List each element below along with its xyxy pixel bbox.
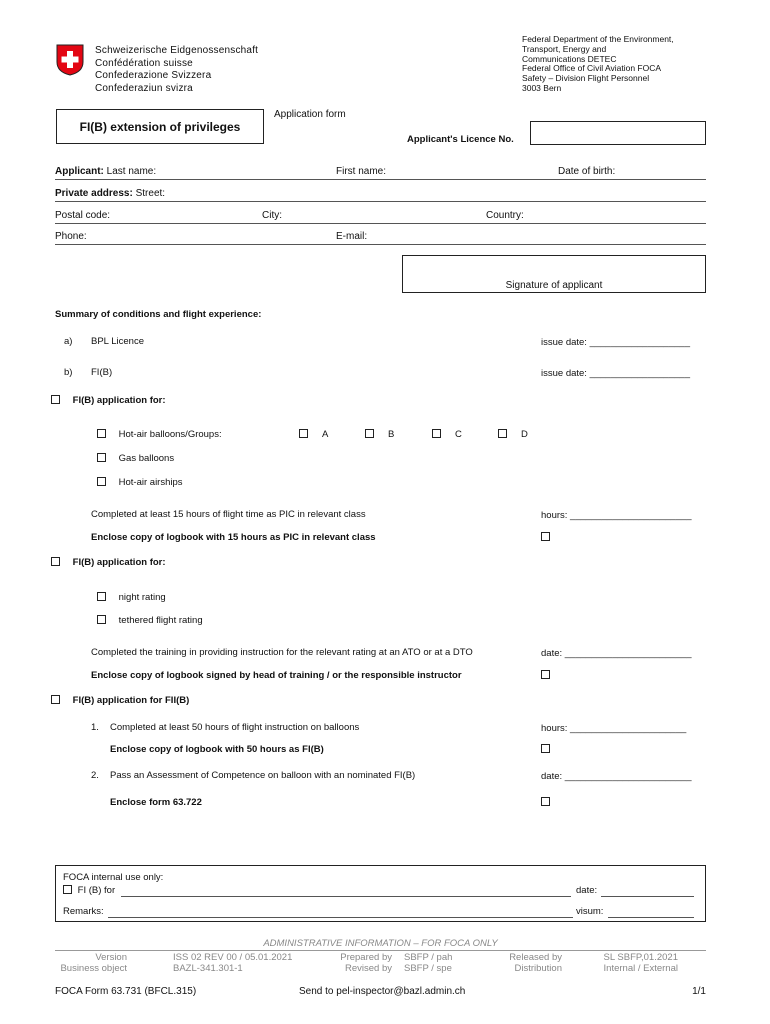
pic-hours-field[interactable]: hours: _______________________ [541,510,692,521]
night-rating-label: night rating [118,592,166,603]
dept-line: Communications DETEC [522,53,617,64]
group-d-checkbox[interactable] [498,429,507,438]
foca-internal-box [55,865,706,922]
gas-balloons-row [97,453,174,464]
released-by-label: Released by [509,952,562,963]
date-of-birth-label: Date of birth: [558,166,616,177]
form-title: FI(B) extension of privileges [56,109,264,144]
prepared-by-label: Prepared by [340,952,392,963]
night-rating-checkbox[interactable] [97,592,106,601]
licence-label: Applicant's Licence No. [407,134,514,145]
tethered-label: tethered flight rating [118,615,203,626]
training-enclose-checkbox[interactable] [541,670,550,679]
form-number: FOCA Form 63.731 (BFCL.315) [55,986,197,997]
confed-line: Confederaziun svizra [95,82,193,94]
business-object-label: Business object [60,963,127,974]
visum-label: visum: [576,906,604,917]
section1-checkbox[interactable] [51,395,60,404]
dept-line: Safety – Division Flight Personnel [522,73,650,84]
tethered-checkbox[interactable] [97,615,106,624]
section3-header [51,695,189,706]
city-label: City: [262,210,282,221]
revised-by-value: SBFP / spe [404,963,452,974]
confed-line: Confédération suisse [95,57,193,69]
business-object-value: BAZL-341.301-1 [173,963,243,974]
application-form-label: Application form [274,109,346,120]
distribution-label: Distribution [514,963,562,974]
pic-enclose-checkbox[interactable] [541,532,550,541]
fii-enclose2-check [541,797,550,808]
country-label: Country: [486,210,524,221]
confed-line: Schweizerische Eidgenossenschaft [95,45,259,56]
fii-item2-text: Pass an Assessment of Competence on balloon with an nominated FI(B) [110,770,416,781]
page-number: 1/1 [692,986,706,997]
pic-hours-text: Completed at least 15 hours of flight time as PIC in relevant class [91,509,366,520]
fib-issue-date: issue date: ___________________ [541,368,690,379]
fii-hours-field[interactable]: hours: ______________________ [541,723,687,734]
bpl-licence-label: BPL Licence [91,336,144,347]
group-b-checkbox[interactable] [365,429,374,438]
hot-air-checkbox[interactable] [97,429,106,438]
foca-internal-title: FOCA internal use only: [63,872,164,883]
section3-title: FI(B) application for FII(B) [72,695,190,706]
last-name-label: Last name: [106,166,157,177]
section1-header [51,395,166,406]
fii-item1-text: Completed at least 50 hours of flight instruction on balloons [110,722,360,733]
postal-code-label: Postal code: [55,210,111,221]
version-value: ISS 02 REV 00 / 05.01.2021 [173,952,293,963]
fii-item2-number: 2. [91,770,99,781]
night-rating-row [97,592,166,603]
training-enclose-check [541,670,550,681]
fii-enclose2-text: Enclose form 63.722 [110,797,202,808]
gas-balloons-checkbox[interactable] [97,453,106,462]
postal-row [55,210,706,224]
section2-checkbox[interactable] [51,557,60,566]
confederation-names [95,45,258,95]
foca-date-line[interactable] [601,886,694,897]
visum-line[interactable] [608,907,694,918]
section1-title: FI(B) application for: [72,395,166,406]
applicant-name-row [55,166,706,180]
group-c [432,429,462,440]
airships-checkbox[interactable] [97,477,106,486]
summary-title: Summary of conditions and flight experience: [55,309,262,320]
swiss-logo [55,44,85,76]
section2-header [51,557,166,568]
admin-divider [55,950,706,951]
group-b [365,429,394,440]
private-address-label: Private address: [55,188,133,199]
fi-for-row [63,885,115,896]
confed-line: Confederazione Svizzera [95,70,212,81]
contact-row [55,231,706,245]
revised-by-label: Revised by [345,963,392,974]
group-a-label: A [322,429,329,440]
fii-enclose1-text: Enclose copy of logbook with 50 hours as FI(B) [110,744,324,755]
send-to-address: Send to pel-inspector@bazl.admin.ch [299,986,466,997]
released-by-value: SL SBFP,01.2021 [603,952,678,963]
dept-line: Transport, Energy and [522,43,607,54]
street-label: Street: [135,188,166,199]
group-b-label: B [388,429,395,440]
applicant-label: Applicant: [55,166,104,177]
group-a [299,429,328,440]
fii-date-field[interactable]: date: ________________________ [541,771,692,782]
dept-line: Federal Office of Civil Aviation FOCA [522,63,662,74]
section2-title: FI(B) application for: [72,557,166,568]
fi-for-line[interactable] [121,886,571,897]
department-block [522,35,674,94]
prepared-by-value: SBFP / pah [404,952,453,963]
group-c-label: C [455,429,462,440]
item-b-letter: b) [64,367,73,378]
fi-for-checkbox[interactable] [63,885,72,894]
fii-enclose2-checkbox[interactable] [541,797,550,806]
licence-number-field[interactable] [530,121,706,145]
distribution-value: Internal / External [603,963,678,974]
group-d-label: D [521,429,528,440]
version-label: Version [95,952,127,963]
bpl-issue-date: issue date: ___________________ [541,337,690,348]
remarks-label: Remarks: [63,906,104,917]
training-enclose-text: Enclose copy of logbook signed by head of training / or the responsible instructor [91,670,462,681]
admin-info-title: ADMINISTRATIVE INFORMATION – FOR FOCA ONLY [263,938,498,949]
remarks-line[interactable] [108,907,573,918]
dept-line: 3003 Bern [522,82,562,93]
section3-checkbox[interactable] [51,695,60,704]
airships-row [97,477,183,488]
group-c-checkbox[interactable] [432,429,441,438]
group-d [498,429,528,440]
fii-enclose1-checkbox[interactable] [541,744,550,753]
pic-enclose-check [541,532,550,543]
fii-enclose1-check [541,744,550,755]
hot-air-label: Hot-air balloons/Groups: [118,429,222,440]
fii-item1-number: 1. [91,722,99,733]
email-label: E-mail: [336,231,368,242]
first-name-label: First name: [336,166,387,177]
gas-balloons-label: Gas balloons [118,453,175,464]
signature-label: Signature of applicant [505,280,603,291]
address-row [55,188,706,202]
tethered-row [97,615,203,626]
group-a-checkbox[interactable] [299,429,308,438]
airships-label: Hot-air airships [118,477,183,488]
training-text: Completed the training in providing instruction for the relevant rating at an ATO or at a DTO [91,647,473,658]
fib-label: FI(B) [91,367,113,378]
fi-for-label: FI (B) for [77,885,116,896]
hot-air-row [97,429,222,440]
pic-enclose-text: Enclose copy of logbook with 15 hours as PIC in relevant class [91,532,376,543]
training-date-field[interactable]: date: ________________________ [541,648,692,659]
dept-line: Federal Department of the Environment, [522,34,674,44]
foca-date-label: date: [576,885,598,896]
item-a-letter: a) [64,336,73,347]
admin-table [55,952,706,978]
phone-label: Phone: [55,231,87,242]
